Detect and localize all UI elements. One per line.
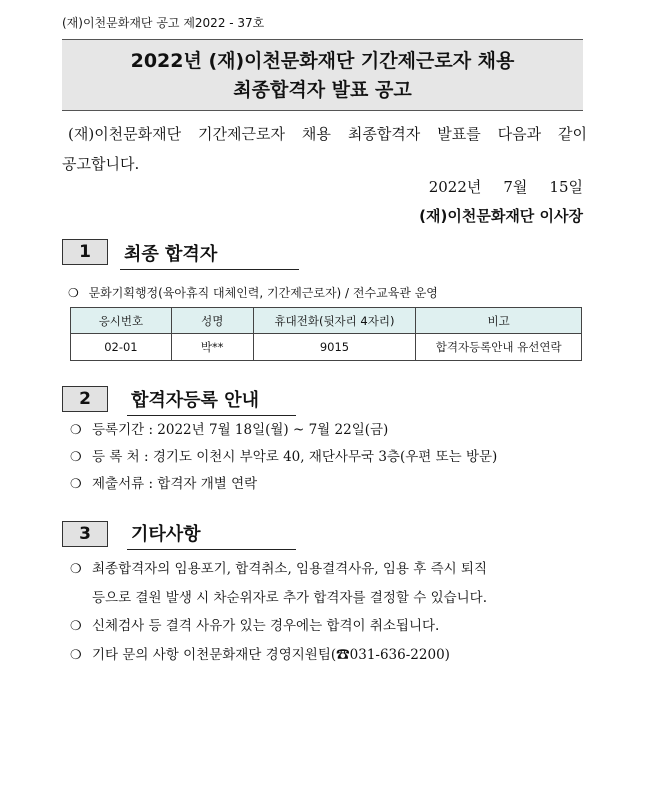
table-header: 응시번호	[71, 308, 172, 334]
section1-bullet-text: 문화기획행정(육아휴직 대체인력, 기간제근로자) / 전수교육관 운영	[88, 286, 438, 300]
table-header: 성명	[171, 308, 253, 334]
list-item-text: 등으로 결원 발생 시 차순위자로 추가 합격자를 결정할 수 있습니다.	[92, 590, 488, 606]
list-item-text: 기타 문의 사항 이천문화재단 경영지원팀(	[92, 647, 337, 663]
table-cell: 합격자등록안내 유선연락	[416, 334, 582, 361]
list-item-text: )	[444, 647, 450, 663]
list-item	[70, 555, 487, 584]
bullet-icon: ❍	[70, 648, 82, 663]
list-item-continuation	[70, 584, 487, 612]
bullet-icon: ❍	[70, 423, 82, 438]
section2-list	[70, 417, 497, 498]
list-item	[70, 471, 497, 498]
bullet-icon: ❍	[70, 562, 82, 577]
list-item-text: 신체검사 등 결격 사유가 있는 경우에는 합격이 취소됩니다.	[92, 618, 440, 634]
list-item-text: 등록기간 : 2022년 7월 18일(월) ~ 7월 22일(금)	[92, 422, 389, 438]
section3-number: 3	[62, 521, 108, 547]
table-header-row	[71, 308, 582, 334]
title-box	[62, 39, 583, 111]
intro-line2: 공고합니다.	[62, 155, 140, 173]
table-row	[71, 334, 582, 361]
section2-title: 합격자등록 안내	[127, 386, 296, 416]
intro-line1: (재)이천문화재단 기간제근로자 채용 최종합격자 발표를 다음과 같이	[68, 125, 587, 143]
list-item-text: 제출서류 : 합격자 개별 연락	[92, 476, 258, 492]
contact-phone: 031-636-2200	[349, 647, 445, 663]
section1-number: 1	[62, 239, 108, 265]
date-day: 15일	[549, 178, 583, 196]
table-cell: 02-01	[71, 334, 172, 361]
bullet-icon: ❍	[70, 619, 82, 634]
list-item	[70, 417, 497, 444]
list-item-text: 최종합격자의 임용포기, 합격취소, 임용결격사유, 임용 후 즉시 퇴직	[92, 561, 488, 577]
date-year: 2022년	[428, 178, 482, 196]
section3-title: 기타사항	[127, 520, 296, 550]
page-title-line1: 2022년 (재)이천문화재단 기간제근로자 채용	[130, 50, 515, 72]
list-item	[70, 612, 487, 641]
section3-list	[70, 555, 487, 670]
bullet-icon: ❍	[70, 450, 82, 465]
page-title-line2: 최종합격자 발표 공고	[233, 79, 412, 101]
section2-number: 2	[62, 386, 108, 412]
issuer: (재)이천문화재단 이사장	[419, 207, 583, 225]
intro-paragraph	[62, 119, 587, 179]
section1-title: 최종 합격자	[120, 240, 299, 270]
section1-bullet	[68, 284, 438, 301]
document-number: (재)이천문화재단 공고 제2022 - 37호	[62, 16, 265, 30]
list-item	[70, 641, 487, 670]
bullet-icon: ❍	[70, 477, 82, 492]
announcement-date	[429, 176, 583, 197]
phone-icon: ☎	[336, 647, 350, 663]
list-item-text: 등 록 처 : 경기도 이천시 부악로 40, 재단사무국 3층(우편 또는 방문)	[92, 449, 498, 465]
table-cell: 박**	[171, 334, 253, 361]
table-header: 비고	[416, 308, 582, 334]
table-cell: 9015	[253, 334, 416, 361]
bullet-icon: ❍	[68, 286, 79, 300]
result-table	[70, 307, 582, 361]
date-month: 7월	[503, 178, 528, 196]
table-header: 휴대전화(뒷자리 4자리)	[253, 308, 416, 334]
list-item	[70, 444, 497, 471]
